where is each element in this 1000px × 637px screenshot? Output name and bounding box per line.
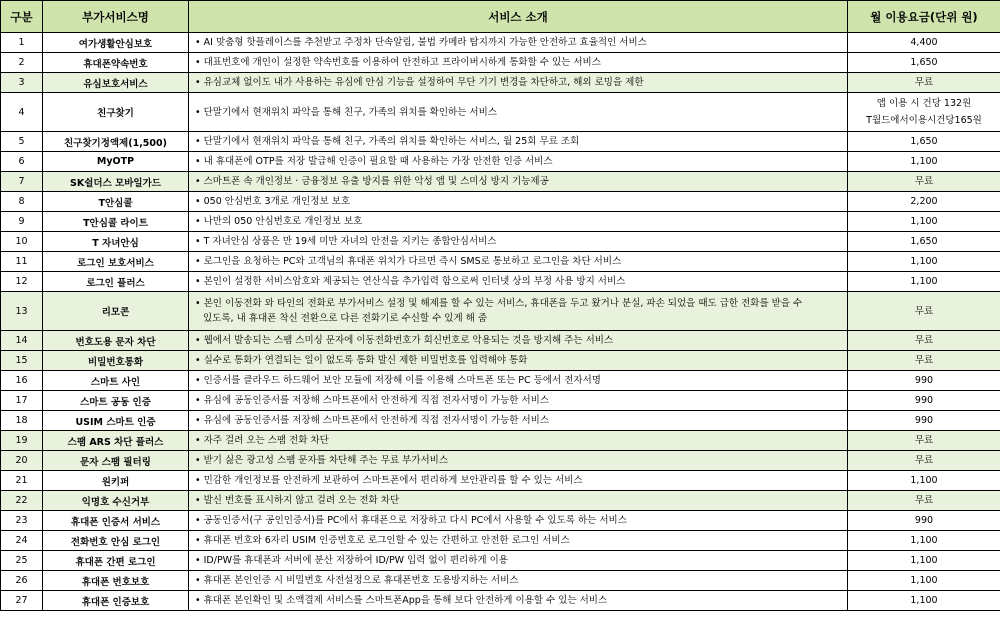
description-line: • T 자녀안심 상품은 만 19세 미만 자녀의 안전을 지키는 종합안심서비스 [195, 236, 497, 247]
service-name: 휴대폰 간편 로그인 [43, 551, 189, 571]
row-number: 16 [1, 371, 43, 391]
row-number: 14 [1, 331, 43, 351]
service-name: 번호도용 문자 차단 [43, 331, 189, 351]
fee-line: 무료 [914, 455, 934, 466]
fee-line: 무료 [914, 176, 934, 187]
service-description [189, 431, 848, 451]
row-number: 2 [1, 53, 43, 73]
monthly-fee [848, 272, 1000, 292]
description-line: • 유심에 공동인증서를 저장해 스마트폰에서 안전하게 직접 전자서명이 가능한 서비스 [195, 415, 549, 426]
row-number: 15 [1, 351, 43, 371]
table-row [1, 411, 1000, 431]
service-description [189, 152, 848, 172]
service-description [189, 93, 848, 132]
monthly-fee [848, 292, 1000, 331]
service-description [189, 212, 848, 232]
row-number: 21 [1, 471, 43, 491]
service-description [189, 531, 848, 551]
row-number: 19 [1, 431, 43, 451]
fee-line: 1,650 [910, 236, 938, 247]
header-service-name: 부가서비스명 [43, 1, 189, 33]
service-description [189, 132, 848, 152]
table-row [1, 93, 1000, 132]
fee-line: 앱 이용 시 건당 132원 [876, 98, 972, 109]
row-number: 25 [1, 551, 43, 571]
fee-line: 1,100 [910, 575, 938, 586]
table-row [1, 172, 1000, 192]
service-name: SK쉴더스 모바일가드 [43, 172, 189, 192]
monthly-fee [848, 232, 1000, 252]
table-row [1, 551, 1000, 571]
table-row [1, 53, 1000, 73]
description-line: • 휴대폰 본인확인 및 소액결제 서비스를 스마트폰App을 통해 보다 안전하게 이용할 수 있는 서비스 [195, 595, 608, 606]
fee-line: 1,650 [910, 57, 938, 68]
service-description [189, 331, 848, 351]
monthly-fee [848, 551, 1000, 571]
row-number: 12 [1, 272, 43, 292]
monthly-fee [848, 471, 1000, 491]
table-row [1, 351, 1000, 371]
fee-line: 무료 [914, 435, 934, 446]
monthly-fee [848, 591, 1000, 611]
service-name: 익명호 수신거부 [43, 491, 189, 511]
monthly-fee [848, 252, 1000, 272]
table-row [1, 252, 1000, 272]
monthly-fee [848, 152, 1000, 172]
service-name: 로그인 보호서비스 [43, 252, 189, 272]
description-line: • 내 휴대폰에 OTP를 저장 발급해 인증이 필요할 때 사용하는 가장 안전한 인증 서비스 [195, 156, 553, 167]
monthly-fee [848, 431, 1000, 451]
monthly-fee [848, 172, 1000, 192]
service-name: 친구찾기 [43, 93, 189, 132]
fee-line: 2,200 [910, 196, 938, 207]
fee-line: 990 [914, 515, 934, 526]
description-line: • 공동인증서(구 공인인증서)를 PC에서 휴대폰으로 저장하고 다시 PC에서 사용할 수 있도록 하는 서비스 [195, 515, 627, 526]
monthly-fee [848, 511, 1000, 531]
fee-line: 무료 [914, 495, 934, 506]
service-description [189, 591, 848, 611]
description-line: • 민감한 개인정보를 안전하게 보관하여 스마트폰에서 편리하게 보안관리를 할 수 있는 서비스 [195, 475, 583, 486]
table-row [1, 292, 1000, 331]
row-number: 24 [1, 531, 43, 551]
service-description [189, 371, 848, 391]
monthly-fee [848, 451, 1000, 471]
fee-line: 990 [914, 395, 934, 406]
table-row [1, 331, 1000, 351]
fee-line: 1,100 [910, 475, 938, 486]
description-line-2: 있도록, 내 휴대폰 착신 전환으로 다른 전화기로 수신할 수 있게 해 줌 [203, 313, 488, 324]
row-number: 11 [1, 252, 43, 272]
row-number: 27 [1, 591, 43, 611]
service-description [189, 232, 848, 252]
row-number: 3 [1, 73, 43, 93]
row-number: 7 [1, 172, 43, 192]
row-number: 18 [1, 411, 43, 431]
table-row [1, 511, 1000, 531]
description-line: • 실수로 통화가 연결되는 일이 없도록 통화 발신 제한 비밀번호를 입력해야 통화 [195, 355, 528, 366]
description-line: • 받기 싫은 광고성 스팸 문자를 차단해 주는 무료 부가서비스 [195, 455, 449, 466]
description-line: • 자주 걸려 오는 스팸 전화 차단 [195, 435, 329, 446]
description-line: • 스마트폰 속 개인정보 · 금융정보 유출 방지를 위한 악성 앱 및 스미싱 방지 기능제공 [195, 176, 549, 187]
table-row [1, 391, 1000, 411]
description-line: • 휴대폰 번호와 6자리 USIM 인증번호로 로그인할 수 있는 간편하고 안전한 로그인 서비스 [195, 535, 570, 546]
service-name: 휴대폰 인증보호 [43, 591, 189, 611]
monthly-fee [848, 411, 1000, 431]
service-description [189, 73, 848, 93]
header-service-intro: 서비스 소개 [189, 1, 848, 33]
service-description [189, 491, 848, 511]
description-line: • 단말기에서 현재위치 파악을 통해 친구, 가족의 위치를 확인하는 서비스 [195, 106, 497, 118]
monthly-fee [848, 192, 1000, 212]
row-number: 4 [1, 93, 43, 132]
monthly-fee [848, 93, 1000, 132]
fee-line: 1,100 [910, 535, 938, 546]
table-row [1, 491, 1000, 511]
row-number: 6 [1, 152, 43, 172]
monthly-fee [848, 331, 1000, 351]
fee-line: 무료 [914, 335, 934, 346]
table-row [1, 212, 1000, 232]
service-name: 휴대폰 인증서 서비스 [43, 511, 189, 531]
description-line: • 나만의 050 안심번호로 개인정보 보호 [195, 216, 363, 227]
monthly-fee [848, 351, 1000, 371]
row-number: 20 [1, 451, 43, 471]
service-name: 유심보호서비스 [43, 73, 189, 93]
fee-line: 990 [914, 375, 934, 386]
table-row [1, 431, 1000, 451]
fee-line: 1,100 [910, 276, 938, 287]
service-description [189, 551, 848, 571]
table-row [1, 232, 1000, 252]
fee-line: 1,100 [910, 156, 938, 167]
table-row [1, 152, 1000, 172]
fee-line: 1,100 [910, 256, 938, 267]
table-row [1, 471, 1000, 491]
description-line: • 대표번호에 개인이 설정한 약속번호를 이용하여 안전하고 프라이버시하게 통화할 수 있는 서비스 [195, 57, 601, 68]
fee-line: 1,650 [910, 136, 938, 147]
service-name: 비밀번호통화 [43, 351, 189, 371]
description-line: • 발신 번호를 표시하지 않고 걸려 오는 전화 차단 [195, 495, 400, 506]
description-line: • 웹에서 발송되는 스팸 스미싱 문자에 이동전화번호가 회신번호로 악용되는 것을 방지해 주는 서비스 [195, 335, 614, 346]
description-line: • 유심에 공동인증서를 저장해 스마트폰에서 안전하게 직접 전자서명이 가능한 서비스 [195, 395, 549, 406]
service-description [189, 391, 848, 411]
monthly-fee [848, 371, 1000, 391]
service-description [189, 192, 848, 212]
row-number: 8 [1, 192, 43, 212]
table-row [1, 272, 1000, 292]
row-number: 10 [1, 232, 43, 252]
fee-line: 무료 [914, 77, 934, 88]
description-line: • 인증서를 클라우드 하드웨어 보안 모듈에 저장해 이를 이용해 스마트폰 또는 PC 등에서 전자서명 [195, 375, 601, 386]
monthly-fee [848, 491, 1000, 511]
service-name: 원키퍼 [43, 471, 189, 491]
fee-line: 무료 [914, 355, 934, 366]
monthly-fee [848, 391, 1000, 411]
monthly-fee [848, 53, 1000, 73]
service-name: T안심콜 라이트 [43, 212, 189, 232]
service-name: USIM 스마트 인증 [43, 411, 189, 431]
service-name: 여가생활안심보호 [43, 33, 189, 53]
service-name: 리모콘 [43, 292, 189, 331]
description-line: • 본인이 설정한 서비스암호와 제공되는 연산식을 추가입력 함으로써 인터넷 상의 부정 사용 방지 서비스 [195, 276, 626, 287]
row-number: 26 [1, 571, 43, 591]
service-name: 스마트 공동 인증 [43, 391, 189, 411]
monthly-fee [848, 33, 1000, 53]
fee-line: 무료 [914, 305, 934, 317]
service-description [189, 411, 848, 431]
service-name: 스팸 ARS 차단 플러스 [43, 431, 189, 451]
service-description [189, 292, 848, 331]
service-name: 휴대폰약속번호 [43, 53, 189, 73]
table-row [1, 591, 1000, 611]
service-description [189, 252, 848, 272]
description-line: • 050 안심번호 3개로 개인정보 보호 [195, 196, 351, 207]
monthly-fee [848, 531, 1000, 551]
table-row [1, 371, 1000, 391]
fee-line: 1,100 [910, 555, 938, 566]
table-row [1, 451, 1000, 471]
monthly-fee [848, 73, 1000, 93]
row-number: 9 [1, 212, 43, 232]
service-description [189, 272, 848, 292]
fee-line: 1,100 [910, 595, 938, 606]
description-line: • AI 맞춤형 핫플레이스를 추천받고 주정차 단속알림, 불법 카메라 탐지까지 가능한 안전하고 효율적인 서비스 [195, 37, 647, 48]
row-number: 17 [1, 391, 43, 411]
service-description [189, 172, 848, 192]
description-line: • 본인 이동전화 와 타인의 전화로 부가서비스 설정 및 해제를 할 수 있는 서비스, 휴대폰을 두고 왔거나 분실, 파손 되었을 때도 급한 전화를 받을 수 [195, 298, 803, 309]
row-number: 5 [1, 132, 43, 152]
description-line: • ID/PW를 휴대폰과 서버에 분산 저장하여 ID/PW 입력 없이 편리하게 이용 [195, 555, 508, 566]
service-name: T 자녀안심 [43, 232, 189, 252]
header-category: 구분 [1, 1, 43, 33]
table-row [1, 531, 1000, 551]
table-row [1, 73, 1000, 93]
service-name: 전화번호 안심 로그인 [43, 531, 189, 551]
service-description [189, 451, 848, 471]
description-line: • 단말기에서 현재위치 파악을 통해 친구, 가족의 위치를 확인하는 서비스, 월 25회 무료 조회 [195, 136, 580, 147]
header-monthly-fee: 월 이용요금(단위 원) [848, 1, 1000, 33]
row-number: 23 [1, 511, 43, 531]
fee-line: 990 [914, 415, 934, 426]
monthly-fee [848, 571, 1000, 591]
monthly-fee [848, 212, 1000, 232]
service-description [189, 53, 848, 73]
service-name: 로그인 플러스 [43, 272, 189, 292]
table-row [1, 33, 1000, 53]
fee-line: 1,100 [910, 216, 938, 227]
table-row [1, 571, 1000, 591]
monthly-fee [848, 132, 1000, 152]
description-line: • 유심교체 없이도 내가 사용하는 유심에 안심 기능을 설정하여 무단 기기 변경을 차단하고, 해외 로밍을 제한 [195, 77, 644, 88]
service-name: 스마트 사인 [43, 371, 189, 391]
service-description [189, 33, 848, 53]
description-line: • 로그인을 요청하는 PC와 고객님의 휴대폰 위치가 다르면 즉시 SMS로 통보하고 로그인을 차단 서비스 [195, 256, 622, 267]
service-description [189, 471, 848, 491]
service-name: MyOTP [43, 152, 189, 172]
service-description [189, 511, 848, 531]
table-header-row [1, 1, 1000, 33]
service-name: 친구찾기정액제(1,500) [43, 132, 189, 152]
row-number: 13 [1, 292, 43, 331]
row-number: 22 [1, 491, 43, 511]
service-name: 휴대폰 번호보호 [43, 571, 189, 591]
service-description [189, 351, 848, 371]
fee-line-2: T월드에서이용시건당165원 [866, 115, 982, 126]
row-number: 1 [1, 33, 43, 53]
service-name: T안심콜 [43, 192, 189, 212]
service-description [189, 571, 848, 591]
description-line: • 휴대폰 본인인증 시 비밀번호 사전설정으로 휴대폰번호 도용방지하는 서비스 [195, 575, 519, 586]
table-row [1, 132, 1000, 152]
table-row [1, 192, 1000, 212]
service-name: 문자 스팸 필터링 [43, 451, 189, 471]
fee-line: 4,400 [910, 37, 938, 48]
